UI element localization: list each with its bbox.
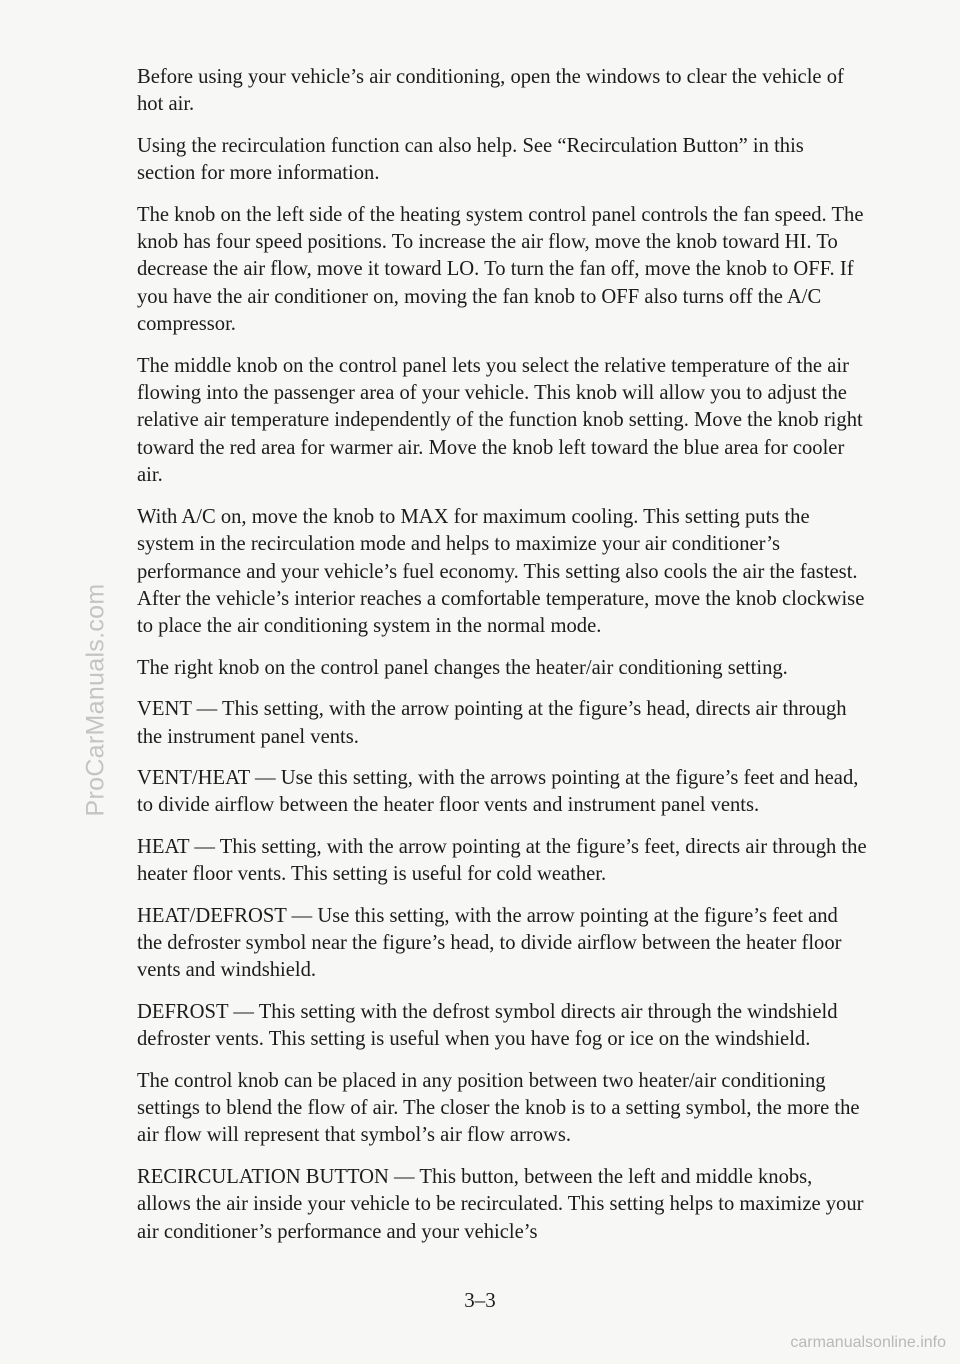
- manual-body: [137, 64, 867, 1260]
- footer-watermark: carmanualsonline.info: [790, 1334, 946, 1351]
- paragraph-fan-knob: The knob on the left side of the heating system control panel controls the fan speed. The knob has four speed positions. To increase the air flow, move the knob toward HI. To decrease the air flow, move it toward LO. To turn the fan off, move the knob to OFF. If you have the air conditioner on, moving the fan knob to OFF also turns off the A/C compressor.: [137, 203, 864, 336]
- page-number: 3–3: [464, 1288, 496, 1312]
- paragraph-recirculation-tip: Using the recirculation function can also help. See “Recirculation Button” in this section for more information.: [137, 134, 804, 185]
- paragraph-blend: The control knob can be placed in any position between two heater/air conditioning settings to blend the flow of air. The closer the knob is to a setting symbol, the more the air flow will represent that symbol’s air flow arrows.: [137, 1069, 860, 1147]
- paragraph-max-cooling: With A/C on, move the knob to MAX for maximum cooling. This setting puts the system in the recirculation mode and helps to maximize your air conditioner’s performance and your vehicle’s fuel economy. This setting also cools the air the fastest. After the vehicle’s interior reaches a comfortable temperature, move the knob clockwise to place the air conditioning system in the normal mode.: [137, 505, 865, 638]
- paragraph-heat-defrost: HEAT/DEFROST — Use this setting, with the arrow pointing at the figure’s feet and the defroster symbol near the figure’s head, to divide airflow between the heater floor vents and windshield.: [137, 904, 842, 982]
- paragraph-open-windows: Before using your vehicle’s air conditioning, open the windows to clear the vehicle of hot air.: [137, 66, 844, 116]
- paragraph-vent-heat: VENT/HEAT — Use this setting, with the arrows pointing at the figure’s feet and head, to divide airflow between the heater floor vents and instrument panel vents.: [137, 766, 859, 817]
- paragraph-temperature-knob: The middle knob on the control panel lets you select the relative temperature of the air flowing into the passenger area of your vehicle. This knob will allow you to adjust the relative air temperature independently of the function knob setting. Move the knob right toward the red area for warmer air. Move the knob left toward the blue area for cooler air.: [137, 354, 863, 487]
- paragraph-vent: VENT — This setting, with the arrow pointing at the figure’s head, directs air through the instrument panel vents.: [137, 698, 847, 748]
- paragraph-defrost: DEFROST — This setting with the defrost symbol directs air through the windshield defroster vents. This setting is useful when you have fog or ice on the windshield.: [137, 1000, 838, 1051]
- paragraph-heat: HEAT — This setting, with the arrow pointing at the figure’s feet, directs air through the heater floor vents. This setting is useful for cold weather.: [137, 835, 867, 886]
- paragraph-recirculation-button: RECIRCULATION BUTTON — This button, between the left and middle knobs, allows the air inside your vehicle to be recirculated. This setting helps to maximize your air conditioner’s performance and your vehicle’s: [137, 1165, 864, 1243]
- paragraph-right-knob: The right knob on the control panel changes the heater/air conditioning setting.: [137, 656, 788, 679]
- side-watermark: ProCarManuals.com: [81, 583, 110, 817]
